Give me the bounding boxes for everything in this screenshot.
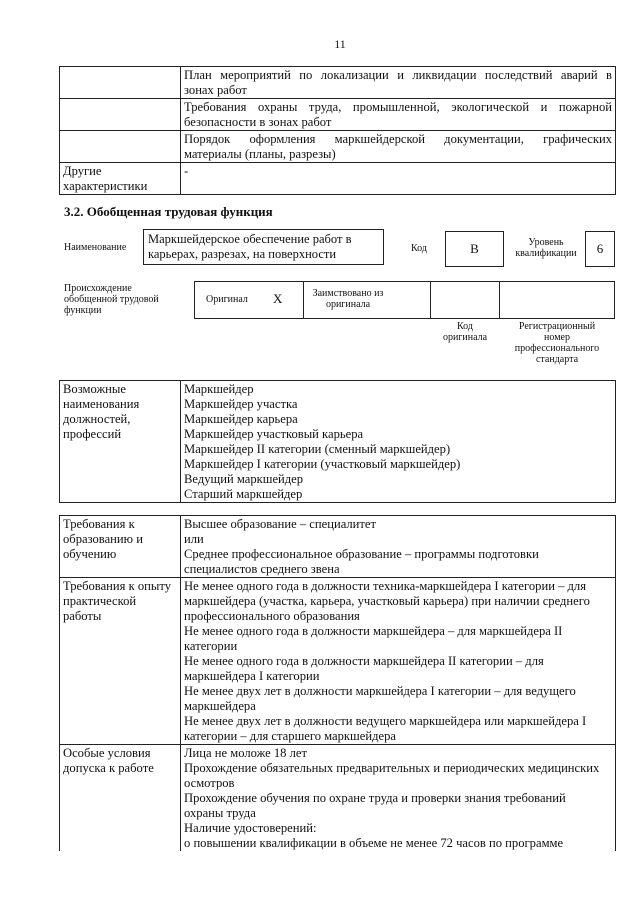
experience-text [181, 578, 616, 745]
table-row [60, 163, 616, 195]
text-line: маркшейдера I категории [184, 669, 320, 683]
section-title: 3.2. Обобщенная трудовая функция [64, 204, 273, 219]
text-line: Среднее профессиональное образование – программы подготовки [184, 547, 539, 561]
text-line: Не менее одного года в должности техника-маркшейдера I категории – для [184, 579, 587, 593]
table-row [60, 745, 616, 852]
text-line: Не менее одного года в должности маркшейдера – для маркшейдера II [184, 624, 563, 638]
code-label: Код [411, 243, 427, 254]
name-label: Наименование [64, 242, 127, 253]
text-line: маркшейдера [184, 699, 256, 713]
table-row [60, 381, 616, 503]
text-line: Не менее двух лет в должности ведущего маркшейдера или маркшейдера I [184, 714, 587, 728]
text-line: Лица не моложе 18 лет [184, 746, 307, 760]
text-line: профессионального образования [184, 609, 360, 623]
table-row [60, 131, 616, 163]
special-label: Особые условия допуска к работе [60, 745, 181, 852]
education-label: Требования к образованию и обучению [60, 516, 181, 578]
code-caption: Код оригинала [442, 321, 488, 343]
text-line: маркшейдера (участка, карьера, участковый карьера) при наличии среднего [184, 594, 590, 608]
page-number: 11 [334, 37, 346, 51]
code-value: B [445, 231, 504, 267]
list-item: Старший маркшейдер [184, 487, 303, 501]
text-line: Не менее одного года в должности маркшейдера II категории – для [184, 654, 544, 668]
text-line: о повышении квалификации в объеме не менее 72 часов по программе [184, 836, 564, 850]
table-cell-label [60, 131, 181, 163]
table-cell-label [60, 99, 181, 131]
experience-label: Требования к опыту практической работы [60, 578, 181, 745]
original-mark: X [273, 291, 283, 306]
list-item: Маркшейдер II категории (сменный маркшейдер) [184, 442, 451, 456]
text-line: категории – для старшего маркшейдера [184, 729, 396, 743]
level-value: 6 [585, 231, 615, 267]
table-row [60, 67, 616, 99]
borrowed-label: Заимствовано из оригинала [312, 288, 384, 310]
text-line: Высшее образование – специалитет [184, 517, 377, 531]
table-cell-label [60, 67, 181, 99]
text-line: Требования охраны труда, промышленной, экологической и пожарной [184, 100, 612, 114]
positions-label: Возможные наименования должностей, профессий [60, 381, 181, 503]
text-line: Прохождение обучения по охране труда и проверки знания требований [184, 791, 566, 805]
table-row [60, 516, 616, 578]
education-text [181, 516, 616, 578]
text-line: категории [184, 639, 238, 653]
divider [499, 281, 500, 319]
text-line: Прохождение обязательных предварительных и периодических медицинских [184, 761, 600, 775]
text-line: План мероприятий по локализации и ликвидации последствий аварий в [184, 68, 612, 82]
list-item: Маркшейдер участковый карьера [184, 427, 364, 441]
text-line: Не менее двух лет в должности маркшейдера I категории – для ведущего [184, 684, 576, 698]
level-label: Уровень квалификации [515, 237, 577, 259]
table-cell-label [60, 163, 181, 195]
origin-label: Происхождение обобщенной трудовой функции [64, 283, 159, 316]
label-line: характеристики [63, 179, 148, 193]
table-cell-text [181, 99, 616, 131]
text-line: осмотров [184, 776, 235, 790]
top-table [59, 66, 616, 195]
label-line: Другие [63, 164, 102, 178]
divider [303, 281, 304, 319]
text-line: Наличие удостоверений: [184, 821, 317, 835]
list-item: Маркшейдер I категории (участковый маркшейдер) [184, 457, 461, 471]
text-line: зонах работ [184, 83, 247, 97]
reg-caption: Регистрационный номер профессионального стандарта [514, 321, 600, 365]
list-item: Маркшейдер участка [184, 397, 298, 411]
list-item: Маркшейдер [184, 382, 254, 396]
table-cell-text [181, 131, 616, 163]
origin-boxes [194, 281, 615, 319]
text-line: безопасности в зонах работ [184, 115, 332, 129]
divider [430, 281, 431, 319]
table-row [60, 99, 616, 131]
text-line: или [184, 532, 204, 546]
special-text [181, 745, 616, 852]
positions-table [59, 380, 616, 503]
table-row [60, 578, 616, 745]
table-cell-text [181, 67, 616, 99]
list-item: Маркшейдер карьера [184, 412, 298, 426]
text-line: охраны труда [184, 806, 256, 820]
positions-list [181, 381, 616, 503]
list-item: Ведущий маркшейдер [184, 472, 304, 486]
table-cell-text: - [181, 163, 616, 195]
text-line: Порядок оформления маркшейдерской документации, графических [184, 132, 612, 146]
original-label: Оригинал [206, 294, 248, 305]
text-line: материалы (планы, разрезы) [184, 147, 336, 161]
name-value: Маркшейдерское обеспечение работ в карьерах, разрезах, на поверхности [143, 229, 384, 265]
text-line: специалистов среднего звена [184, 562, 340, 576]
requirements-table [59, 515, 616, 851]
